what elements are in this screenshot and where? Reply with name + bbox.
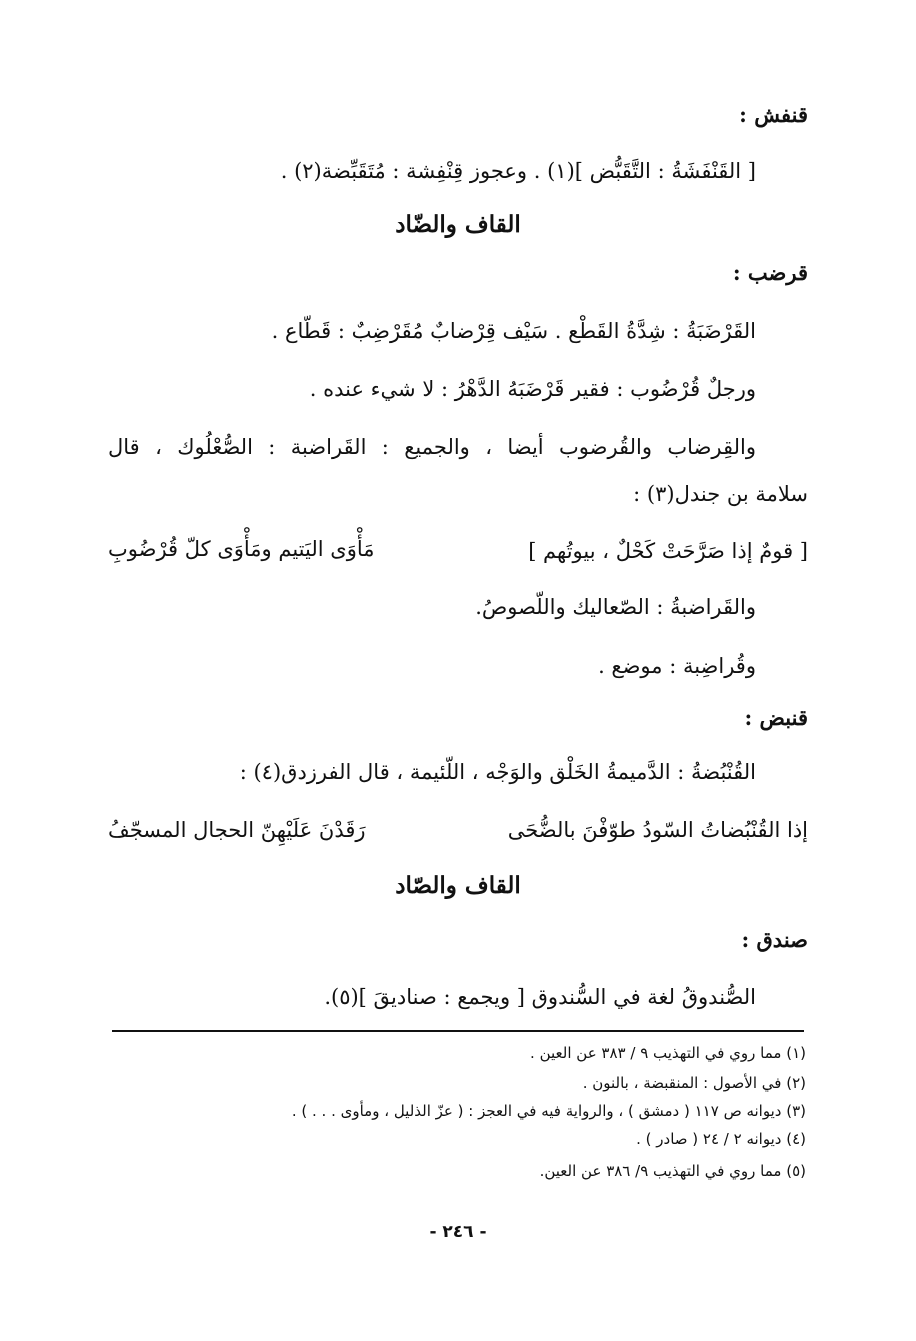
verse-qnbd-first-hemistich: إذا القُنْبُضاتُ السّودُ طوّفْنَ بالضُّحَى <box>507 818 808 842</box>
entry-qrdb-line-4: سلامة بن جندل(٣) : <box>633 482 808 506</box>
footnote-4: (٤) ديوانه ٢ / ٢٤ ( صادر ) . <box>636 1130 806 1148</box>
verse-qrdb-first-hemistich: [ قومٌ إذا صَرَّحَتْ كَحْلٌ ، بيوتُهم ] <box>528 539 808 563</box>
section-title-qaf-dad: القاف والضّاد <box>395 211 521 238</box>
entry-head-qrdb: قرضب : <box>732 260 808 285</box>
footnote-5: (٥) مما روي في التهذيب ٩/ ٣٨٦ عن العين. <box>539 1162 806 1180</box>
entry-qrdb-line-1: القَرْضَبَةُ : شِدَّةُ القَطْع . سَيْف قِرْضابٌ مُقَرْضِبٌ : قَطّاع . <box>271 319 756 343</box>
entry-head-qnbd: قنبض : <box>744 705 808 730</box>
entry-qrdb-line-3: والقِرضاب والقُرضوب أيضا ، والجميع : القَراضبة : الصُّعْلُوك ، قال <box>108 435 756 459</box>
footnote-2: (٢) في الأصول : المنقبضة ، بالنون . <box>582 1074 806 1092</box>
verse-qrdb-second-hemistich: مَأْوَى اليَتيم ومَأْوَى كلّ قُرْضُوبِ <box>108 537 375 561</box>
footnote-3: (٣) ديوانه ص ١١٧ ( دمشق ) ، والرواية فيه في العجز : ( عزّ الذليل ، ومأوى . . . ) . <box>291 1102 806 1120</box>
entry-head-qnfsh: قنفش : <box>739 102 808 127</box>
entry-qrdb-line-5: والقَراضبةُ : الصّعاليك واللّصوصُ. <box>475 595 756 619</box>
footnote-1: (١) مما روي في التهذيب ٩ / ٣٨٣ عن العين . <box>530 1044 806 1062</box>
entry-qnbd-line-1: القُنْبُضةُ : الدَّميمةُ الخَلْق والوَجْه ، اللّئيمة ، قال الفرزدق(٤) : <box>239 760 756 784</box>
entry-qrdb-line-6: وقُراضِبة : موضع . <box>598 654 756 678</box>
section-title-qaf-sad: القاف والصّاد <box>395 872 521 899</box>
footnote-divider <box>112 1030 804 1032</box>
page-number: - ٢٤٦ - <box>429 1222 487 1242</box>
verse-qnbd-second-hemistich: رَقَدْنَ عَلَيْهِنّ الحجال المسجّفُ <box>108 818 366 842</box>
entry-qrdb-line-2: ورجلٌ قُرْضُوب : فقير قَرْضَبَهُ الدَّهْرُ : لا شيء عنده . <box>309 377 756 401</box>
entry-qnfsh-line-1: [ القَنْفَشَةُ : التَّقَبُّض ](١) . وعجوز قِنْفِشة : مُتَقَبِّضة(٢) . <box>280 159 756 183</box>
entry-head-sndq: صندق : <box>741 927 808 952</box>
entry-sndq-line-1: الصُّندوقُ لغة في السُّندوق [ ويجمع : صناديقَ ](٥). <box>324 985 756 1009</box>
